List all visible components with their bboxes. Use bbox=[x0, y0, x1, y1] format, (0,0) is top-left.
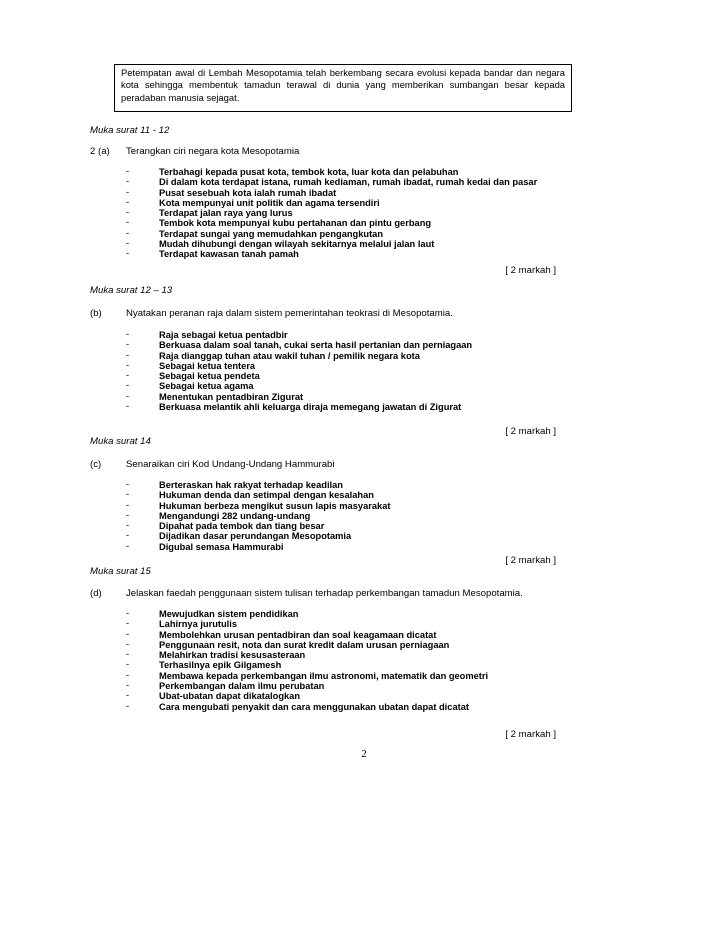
page-reference-a: Muka surat 11 - 12 bbox=[90, 125, 170, 136]
answer-text: Raja dianggap tuhan atau wakil tuhan / pemilik negara kota bbox=[159, 350, 420, 361]
answer-text: Menentukan pentadbiran Zigurat bbox=[159, 391, 304, 402]
question-text-c: Senaraikan ciri Kod Undang-Undang Hammurabi bbox=[126, 459, 335, 470]
marks-b: [ 2 markah ] bbox=[505, 426, 556, 437]
intro-line: peradaban manusia sejagat. bbox=[121, 91, 240, 103]
question-text-b: Nyatakan peranan raja dalam sistem pemerintahan teokrasi di Mesopotamia. bbox=[126, 308, 453, 319]
answer-text: Dijadikan dasar perundangan Mesopotamia bbox=[159, 531, 352, 542]
marks-d: [ 2 markah ] bbox=[505, 729, 556, 740]
bullet-dash: - bbox=[126, 628, 130, 640]
bullet-dash: - bbox=[126, 638, 130, 650]
bullet-dash: - bbox=[126, 649, 130, 661]
answer-text: Sebagai ketua agama bbox=[159, 381, 254, 392]
answer-text: Mengandungi 282 undang-undang bbox=[159, 510, 311, 521]
answer-text: Pusat sesebuah kota ialah rumah ibadat bbox=[159, 187, 337, 198]
answer-text: Ubat-ubatan dapat dikatalogkan bbox=[159, 691, 301, 702]
question-number-a: 2 (a) bbox=[90, 146, 110, 157]
answer-text: Terdapat jalan raya yang lurus bbox=[159, 208, 293, 219]
page-reference-d: Muka surat 15 bbox=[90, 566, 151, 577]
bullet-dash: - bbox=[126, 618, 130, 630]
answer-text: Dipahat pada tembok dan tiang besar bbox=[159, 521, 325, 532]
answer-text: Melahirkan tradisi kesusasteraan bbox=[159, 650, 306, 661]
marks-a: [ 2 markah ] bbox=[505, 265, 556, 276]
answer-text: Penggunaan resit, nota dan surat kredit dalam urusan perniagaan bbox=[159, 639, 450, 650]
answer-text: Terhasilnya epik Gilgamesh bbox=[159, 660, 282, 671]
answer-text: Berteraskan hak rakyat terhadap keadilan bbox=[159, 480, 343, 490]
answer-text: Mewujudkan sistem pendidikan bbox=[159, 609, 299, 619]
bullet-dash: - bbox=[126, 370, 130, 382]
bullet-dash: - bbox=[126, 227, 130, 239]
bullet-dash: - bbox=[126, 489, 130, 501]
bullet-dash: - bbox=[126, 669, 130, 681]
question-number-b: (b) bbox=[90, 308, 102, 319]
question-text-d: Jelaskan faedah penggunaan sistem tulisan terhadap perkembangan tamadun Mesopotamia. bbox=[126, 588, 523, 599]
bullet-dash: - bbox=[126, 540, 130, 552]
bullet-dash: - bbox=[126, 248, 130, 260]
bullet-dash: - bbox=[126, 499, 130, 511]
answer-text: Hukuman berbeza mengikut susun lapis masyarakat bbox=[159, 500, 391, 511]
answer-text: Digubal semasa Hammurabi bbox=[159, 541, 284, 552]
bullet-dash: - bbox=[126, 176, 130, 188]
bullet-dash: - bbox=[126, 390, 130, 402]
bullet-dash: - bbox=[126, 700, 130, 712]
bullet-dash: - bbox=[126, 329, 130, 340]
answer-text: Berkuasa melantik ahli keluarga diraja memegang jawatan di Zigurat bbox=[159, 402, 462, 413]
answer-text: Perkembangan dalam ilmu perubatan bbox=[159, 681, 325, 692]
answer-text: Terbahagi kepada pusat kota, tembok kota, luar kota dan pelabuhan bbox=[159, 167, 459, 177]
bullet-dash: - bbox=[126, 479, 130, 490]
answer-text: Tembok kota mempunyai kubu pertahanan dan pintu gerbang bbox=[159, 218, 432, 229]
answer-text: Kota mempunyai unit politik dan agama tersendiri bbox=[159, 197, 380, 208]
intro-box bbox=[114, 64, 572, 112]
bullet-dash: - bbox=[126, 196, 130, 208]
page-number: 2 bbox=[361, 748, 367, 760]
answer-text: Cara mengubati penyakit dan cara menggunakan ubatan dapat dicatat bbox=[159, 701, 469, 712]
bullet-dash: - bbox=[126, 207, 130, 219]
bullet-dash: - bbox=[126, 659, 130, 671]
question-number-c: (c) bbox=[90, 459, 102, 470]
bullet-dash: - bbox=[126, 680, 130, 692]
bullet-dash: - bbox=[126, 509, 130, 521]
bullet-dash: - bbox=[126, 380, 130, 392]
answer-text: Terdapat sungai yang memudahkan pengangkutan bbox=[159, 228, 384, 239]
bullet-dash: - bbox=[126, 349, 130, 361]
bullet-dash: - bbox=[126, 401, 130, 413]
page-reference-c: Muka surat 14 bbox=[90, 436, 151, 447]
bullet-dash: - bbox=[126, 339, 130, 351]
question-text-a: Terangkan ciri negara kota Mesopotamia bbox=[126, 146, 300, 157]
answer-text: Lahirnya jurutulis bbox=[159, 619, 238, 630]
page-reference-b: Muka surat 12 – 13 bbox=[90, 285, 173, 296]
answer-text: Membawa kepada perkembangan ilmu astronomi, matematik dan geometri bbox=[159, 670, 489, 681]
answer-text: Terdapat kawasan tanah pamah bbox=[159, 249, 299, 260]
bullet-dash: - bbox=[126, 530, 130, 542]
intro-line: Petempatan awal di Lembah Mesopotamia telah berkembang secara evolusi kepada bandar dan negara bbox=[121, 67, 565, 78]
intro-line: kota sehingga membentuk tamadun terawal di dunia yang memberikan sumbangan besar kepada bbox=[121, 79, 565, 91]
bullet-dash: - bbox=[126, 520, 130, 532]
answer-text: Sebagai ketua tentera bbox=[159, 360, 256, 371]
marks-c: [ 2 markah ] bbox=[505, 555, 556, 566]
bullet-dash: - bbox=[126, 690, 130, 702]
answer-text: Berkuasa dalam soal tanah, cukai serta hasil pertanian dan perniagaan bbox=[159, 340, 473, 351]
answer-text: Mudah dihubungi dengan wilayah sekitarnya melalui jalan laut bbox=[159, 239, 435, 250]
answer-text: Sebagai ketua pendeta bbox=[159, 371, 260, 382]
bullet-dash: - bbox=[126, 238, 130, 250]
answer-text: Raja sebagai ketua pentadbir bbox=[159, 330, 288, 340]
answer-text: Di dalam kota terdapat istana, rumah kediaman, rumah ibadat, rumah kedai dan pasar bbox=[159, 177, 538, 188]
bullet-dash: - bbox=[126, 217, 130, 229]
answer-text: Membolehkan urusan pentadbiran dan soal keagamaan dicatat bbox=[159, 629, 437, 640]
bullet-dash: - bbox=[126, 608, 130, 619]
bullet-dash: - bbox=[126, 166, 130, 177]
answer-text: Hukuman denda dan setimpal dengan kesalahan bbox=[159, 490, 374, 501]
question-number-d: (d) bbox=[90, 588, 102, 599]
bullet-dash: - bbox=[126, 186, 130, 198]
bullet-dash: - bbox=[126, 359, 130, 371]
